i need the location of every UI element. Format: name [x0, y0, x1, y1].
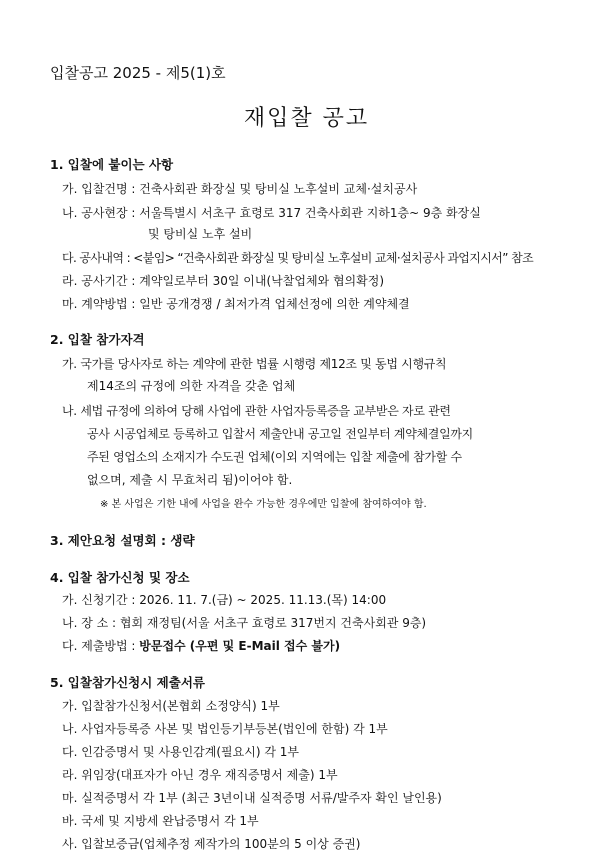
s5-item-1: 가. 입찰참가신청서(본협회 소정양식) 1부	[62, 699, 280, 713]
s2-item-a-line1: 가. 국가를 당사자로 하는 계약에 관한 법률 시행령 제12조 및 동법 시행규칙	[62, 357, 447, 371]
section-5-title: 5. 입찰참가신청시 제출서류	[50, 675, 205, 690]
s5-item-4: 라. 위임장(대표자가 아닌 경우 재직증명서 제출) 1부	[62, 768, 338, 782]
s5-item-6: 바. 국세 및 지방세 완납증명서 각 1부	[62, 814, 259, 828]
s1-item-scope: 다. 공사내역 : <붙임> “건축사회관 화장실 및 탕비실 노후설비 교체·설치공사 과업지시서” 참조	[62, 251, 534, 265]
section-1-title: 1. 입찰에 붙이는 사항	[50, 157, 174, 172]
section-3-title: 3. 제안요청 설명회 : 생략	[50, 533, 195, 548]
s4-item-submit	[62, 637, 340, 654]
section-2-title: 2. 입찰 참가자격	[50, 332, 145, 347]
s4-item-place: 나. 장 소 : 협회 재정팀(서울 서초구 효령로 317번지 건축사회관 9층)	[62, 616, 427, 630]
s2-item-b-line2: 공사 시공업체로 등록하고 입찰서 제출안내 공고일 전일부터 계약체결일까지	[87, 427, 473, 441]
s2-item-b-line1: 나. 세법 규정에 의하여 당해 사업에 관한 사업자등록증을 교부받은 자로 관련	[62, 404, 451, 418]
s1-item-period: 라. 공사기간 : 계약일로부터 30일 이내(낙찰업체와 협의확정)	[62, 274, 384, 288]
s2-item-b-line4: 없으며, 제출 시 무효처리 됨)이어야 함.	[87, 473, 293, 487]
s2-item-a-line2: 제14조의 규정에 의한 자격을 갖춘 업체	[87, 379, 296, 393]
s1-item-site-cont: 및 탕비실 노후 설비	[148, 227, 253, 241]
notice-number: 입찰공고 2025 - 제5(1)호	[50, 64, 226, 82]
s5-item-2: 나. 사업자등록증 사본 및 법인등기부등본(법인에 한함) 각 1부	[62, 722, 388, 736]
section-4-title: 4. 입찰 참가신청 및 장소	[50, 570, 190, 585]
s1-item-method: 마. 계약방법 : 일반 공개경쟁 / 최저가격 업체선정에 의한 계약체결	[62, 297, 410, 311]
s4-item-submit-method: 방문접수 (우편 및 E-Mail 접수 불가)	[139, 639, 341, 653]
s5-item-5: 마. 실적증명서 각 1부 (최근 3년이내 실적증명 서류/발주자 확인 날인용)	[62, 791, 442, 805]
s5-item-7: 사. 입찰보증금(업체추정 제작가의 100분의 5 이상 증권)	[62, 837, 361, 851]
s1-item-name: 가. 입찰건명 : 건축사회관 화장실 및 탕비실 노후설비 교체·설치공사	[62, 182, 418, 196]
s2-note: ※ 본 사업은 기한 내에 사업을 완수 가능한 경우에만 입찰에 참여하여야 함.	[100, 499, 427, 510]
s4-item-submit-label: 다. 제출방법 :	[62, 639, 140, 653]
s2-item-b-line3: 주된 영업소의 소재지가 수도권 업체(이외 지역에는 입찰 제출에 참가할 수	[87, 450, 462, 464]
s5-item-3: 다. 인감증명서 및 사용인감계(필요시) 각 1부	[62, 745, 299, 759]
s1-item-site: 나. 공사현장 : 서울특별시 서초구 효령로 317 건축사회관 지하1층~ 9층 화장실	[62, 206, 481, 220]
s4-item-period: 가. 신청기간 : 2026. 11. 7.(금) ~ 2025. 11.13.(목) 14:00	[62, 593, 387, 607]
page-title: 재입찰 공고	[243, 106, 370, 131]
